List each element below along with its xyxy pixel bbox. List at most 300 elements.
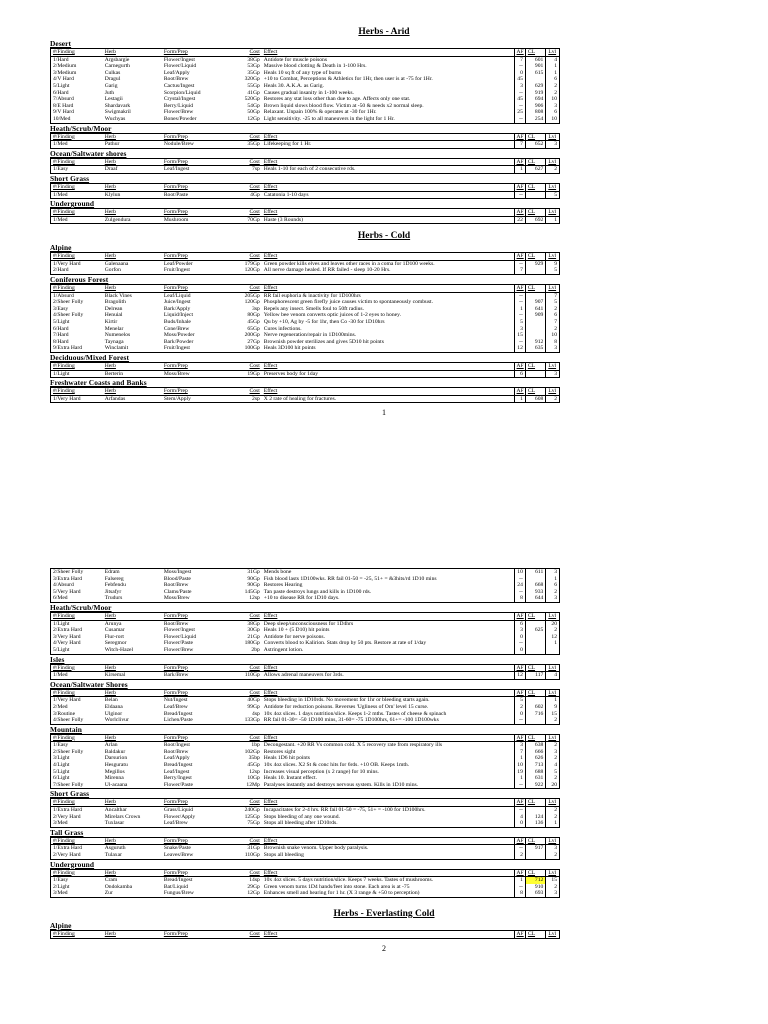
cell-effect: Heals 1-10 for each of 2 consecutive rds. — [262, 166, 514, 174]
header-cost: Cost — [249, 689, 260, 696]
header-lvl: Lvl — [546, 285, 560, 293]
header-form-prep: Form/Prep — [163, 612, 188, 619]
cell-af: 19 — [514, 769, 525, 776]
header-form-prep: Form/Prep — [163, 363, 188, 369]
cell-form-prep: Berry/Ingest — [163, 775, 192, 782]
header-form-prep: Form/Prep — [163, 837, 188, 844]
cell-form-prep: Root/Paste — [162, 191, 234, 199]
header-lvl: Lvl — [546, 363, 560, 371]
header-herb: Herb — [104, 664, 116, 671]
cell-form-prep: Grass/Liquid — [162, 807, 234, 814]
cell-finding: 2/Sheer Folly — [53, 748, 84, 755]
cell-effect: Heals 10 sq ft of any type of burns — [263, 69, 342, 76]
header-finding: #/Finding — [53, 869, 75, 876]
table-row — [51, 762, 560, 769]
cell-cost: 205Gp — [233, 292, 261, 299]
cell-cl: 910 — [525, 884, 545, 891]
herb-table — [50, 798, 560, 827]
cell-form-prep: Fruit/Ingest — [163, 345, 190, 352]
cell-effect: Stops all bleeding after 1D10rds. — [263, 820, 338, 827]
cell-cl: 907 — [525, 299, 545, 306]
cell-af: -- — [514, 299, 525, 306]
cell-effect: Phosphorescent green firefly juice causes victim to spontaneously combust. — [263, 299, 433, 306]
cell-effect: Lifekeeping for 1 Hr. — [262, 141, 514, 149]
cell-effect: RR fail euphoria & inactivity for 1D100hrs — [262, 292, 514, 299]
cell-form-prep: Bread/Ingest — [162, 877, 234, 884]
cell-finding: 1/Easy — [51, 877, 103, 884]
cell-finding: 2/Hard — [53, 267, 69, 274]
table-row — [51, 755, 560, 762]
cell-cl: 136 — [525, 820, 545, 827]
cell-cl: 909 — [525, 312, 545, 319]
header-herb: Herb — [104, 388, 116, 395]
cell-cost: 27Gp — [247, 338, 260, 345]
cell-form-prep: Leaf/Ingest — [162, 166, 234, 174]
table-row — [51, 267, 560, 274]
herb-table — [50, 133, 560, 149]
cell-lvl: 1 — [546, 820, 560, 827]
cell-lvl: 6 — [546, 109, 560, 116]
herb-table — [50, 362, 560, 378]
cell-af: 22 — [514, 216, 525, 224]
header-finding: #/Finding — [53, 689, 75, 696]
header-cl: CL — [525, 689, 545, 697]
cell-lvl: 6 — [546, 582, 560, 589]
cell-af: -- — [514, 116, 525, 123]
table-row — [51, 332, 560, 339]
cell-af: -- — [514, 103, 525, 110]
header-af: AF — [514, 253, 525, 261]
header-form-prep: Form/Prep — [163, 158, 188, 165]
cell-lvl: 5 — [546, 267, 560, 274]
cell-herb: Taynaga — [104, 338, 124, 345]
table-row — [51, 319, 560, 326]
header-effect: Effect — [263, 388, 278, 395]
cell-cl — [525, 634, 545, 641]
header-herb: Herb — [104, 158, 116, 165]
cell-finding: 5/Light — [53, 82, 70, 89]
cell-form-prep: Flower/Liquid — [163, 63, 197, 70]
table-row — [51, 782, 560, 789]
cell-cost: 200Gp — [244, 332, 260, 339]
cell-cl: 693 — [525, 890, 545, 897]
cell-cost: 120Gp — [244, 299, 260, 306]
cell-herb: Bragolith — [104, 299, 126, 306]
header-effect: Effect — [263, 734, 278, 741]
header-herb: Herb — [104, 799, 116, 806]
cell-cl: 124 — [525, 814, 545, 821]
cell-effect: Green powder kills elves and leaves other races in a coma for 1D100 weeks. — [262, 260, 514, 267]
table-row — [51, 339, 560, 346]
cell-finding: 1/Med — [51, 216, 103, 224]
cell-finding: 5/Light — [53, 646, 70, 653]
header-effect: Effect — [263, 799, 278, 806]
header-finding: #/Finding — [53, 734, 75, 741]
cell-cl: 694 — [525, 96, 545, 103]
cell-af: 7 — [514, 56, 525, 63]
cell-form-prep: Bark/Powder — [163, 338, 194, 345]
header-cost: Cost — [249, 869, 260, 876]
header-effect: Effect — [263, 158, 278, 165]
cell-lvl: 10 — [546, 96, 560, 103]
cell-cl: 652 — [525, 141, 545, 149]
header-cl: CL — [525, 209, 545, 217]
table-header-row — [51, 253, 560, 261]
cell-cl — [525, 807, 545, 814]
cell-form-prep: Stem/Apply — [162, 395, 234, 403]
cell-form-prep: Moss/Ingest — [163, 569, 192, 575]
header-cl: CL — [525, 612, 545, 620]
header-cost: Cost — [249, 930, 260, 937]
header-effect: Effect — [263, 837, 278, 844]
cell-finding: 5/Light — [53, 768, 70, 775]
header-effect: Effect — [263, 183, 278, 190]
header-herb: Herb — [104, 183, 116, 190]
cell-af: -- — [514, 576, 525, 583]
cell-cl: 692 — [525, 216, 545, 224]
cell-cost: 10Gp — [247, 775, 260, 782]
table-row — [51, 116, 560, 123]
cell-herb: Gorfon — [104, 267, 121, 274]
cell-lvl: 10 — [546, 332, 560, 339]
header-form-prep: Form/Prep — [163, 930, 188, 937]
table-row — [51, 814, 560, 821]
cell-finding: 4/Light — [53, 762, 70, 769]
header-cost: Cost — [249, 133, 260, 140]
cell-form-prep: Bark/Brew — [162, 672, 234, 680]
cell-cl: 912 — [525, 339, 545, 346]
cell-effect: Cures infections. — [263, 325, 302, 332]
cell-af: -- — [514, 782, 525, 789]
header-herb: Herb — [104, 49, 116, 55]
header-cost: Cost — [249, 837, 260, 844]
header-form-prep: Form/Prep — [163, 799, 188, 806]
cell-cl: 919 — [525, 90, 545, 97]
cell-effect: Enhances smell and hearing for 1 hr. (X 3 range & +50 to perception) — [263, 890, 420, 897]
cell-herb: Darsurion — [104, 755, 128, 762]
header-form-prep: Form/Prep — [163, 734, 188, 741]
cell-form-prep: Juice/Ingest — [163, 299, 191, 306]
header-finding: #/Finding — [53, 363, 75, 369]
cell-finding: 7/Sheer Folly — [53, 781, 84, 788]
cell-effect: RR fail 01-30= -50 1D100 mins, 31-60= -75 1D100hrs, 61+= -100 1D100wks — [263, 717, 439, 724]
page-number: 1 — [382, 408, 386, 418]
cell-lvl: 5 — [546, 191, 560, 199]
cell-form-prep: Flower/Paste — [163, 640, 194, 647]
region-heading: Desert — [50, 39, 72, 48]
cell-lvl: 3 — [546, 141, 560, 149]
cell-lvl — [546, 647, 560, 654]
cell-cost: 19Gp — [233, 370, 261, 378]
cell-finding: 8/Hard — [53, 338, 69, 345]
cell-effect: All nerve damage healed. If RR failed - sleep 10-20 Hrs. — [263, 267, 391, 274]
header-cost: Cost — [249, 612, 260, 619]
header-effect: Effect — [263, 930, 278, 937]
cell-form-prep: Flower/Ingest — [162, 56, 234, 63]
region-heading: Deciduous/Mixed Forest — [50, 353, 130, 362]
header-finding: #/Finding — [53, 209, 75, 216]
cell-lvl: 4 — [546, 672, 560, 680]
header-lvl: Lvl — [546, 133, 560, 141]
cell-effect: Heals 1D6 hit points — [263, 755, 310, 762]
cell-finding: 5/Light — [53, 319, 70, 326]
cell-cl: 713 — [525, 762, 545, 769]
cell-effect: 10x 4oz slices. 5 days nutrition/slice. Keeps 7 weeks. Tastes of mushrooms. — [262, 877, 514, 884]
cell-af: 1 — [514, 755, 525, 762]
cell-herb: Garig — [104, 82, 118, 89]
cell-cost: 65Gp — [247, 325, 260, 332]
cell-form-prep: Bat/Liquid — [163, 883, 189, 890]
cell-herb: Falsereg — [104, 575, 124, 582]
herb-table — [50, 930, 560, 939]
table-row — [51, 83, 560, 90]
cell-cost: 4sp — [252, 710, 260, 717]
cell-cost: 75Gp — [247, 820, 260, 827]
cell-herb: Berterin — [103, 370, 162, 378]
header-af: AF — [514, 837, 525, 845]
cell-effect: Antidote for nerve poisons. — [263, 633, 326, 640]
header-af: AF — [514, 869, 525, 877]
cell-cost: 40Gp — [233, 697, 261, 704]
cell-herb: Eldaana — [104, 703, 123, 710]
cell-effect: Stops all bleeding — [263, 852, 304, 858]
cell-finding: 2/Sheer Folly — [53, 299, 84, 306]
cell-herb: Winclamit — [104, 345, 129, 352]
cell-finding: 1/Easy — [51, 742, 103, 749]
cell-form-prep: Buds/Inhale — [163, 319, 191, 326]
table-header-row — [51, 285, 560, 293]
header-cost: Cost — [249, 253, 260, 260]
table-header-row — [51, 133, 560, 141]
header-effect: Effect — [263, 869, 278, 876]
table-row — [51, 141, 560, 149]
cell-herb: Delrean — [104, 305, 123, 312]
cell-af: 25 — [514, 109, 525, 116]
header-cl: CL — [525, 869, 545, 877]
header-effect: Effect — [263, 253, 278, 260]
cell-cl — [525, 620, 545, 627]
cell-finding: 4/V Hard — [53, 76, 74, 83]
cell-cl: 712 — [525, 877, 545, 884]
cell-lvl: 2 — [546, 742, 560, 749]
header-finding: #/Finding — [53, 799, 75, 806]
cell-effect: Causes gradual insanity in 1-100 weeks. — [263, 89, 354, 96]
header-cl: CL — [525, 183, 545, 191]
cell-form-prep: Leaves/Brew — [163, 852, 194, 858]
table-row — [51, 109, 560, 116]
cell-lvl: 2 — [546, 326, 560, 333]
cell-lvl: 2 — [546, 83, 560, 90]
herb-table — [50, 48, 560, 124]
header-cl: CL — [525, 664, 545, 672]
cell-cl — [525, 697, 545, 704]
header-cl: CL — [525, 133, 545, 141]
table-row — [51, 634, 560, 641]
cell-cost: 110Gp — [244, 852, 260, 858]
cell-effect: Antidote for muscle poisons — [262, 56, 514, 63]
cell-cl: 933 — [525, 589, 545, 596]
cell-effect: Qu by +10, Ag by -5 for 1hr, then Co -30 for 1D10hrs — [263, 319, 385, 326]
cell-effect: X 2 rate of healing for fractures. — [262, 395, 514, 403]
header-finding: #/Finding — [53, 664, 75, 671]
cell-form-prep: Root/Brew — [163, 748, 189, 755]
header-af: AF — [514, 388, 525, 396]
header-cl: CL — [525, 799, 545, 807]
header-lvl: Lvl — [546, 253, 560, 261]
cell-af: 24 — [514, 582, 525, 589]
cell-effect: +10 to disease RR for 1D10 days. — [263, 595, 340, 602]
cell-cl: 716 — [525, 711, 545, 718]
header-af: AF — [514, 930, 525, 938]
cell-lvl: 15 — [546, 877, 560, 884]
section-title: Herbs - Arid — [358, 27, 410, 37]
header-herb: Herb — [104, 837, 116, 844]
cell-af: 6 — [514, 370, 525, 378]
cell-lvl: 5 — [546, 769, 560, 776]
cell-form-prep: Bark/Apply — [163, 305, 191, 312]
header-af: AF — [514, 612, 525, 620]
cell-lvl: 2 — [546, 90, 560, 97]
cell-cost: 50Gp — [247, 109, 260, 116]
table-header-row — [51, 183, 560, 191]
cell-herb: Argsbargie — [103, 56, 162, 63]
cell-af: 4 — [514, 814, 525, 821]
cell-herb: Trudurs — [104, 595, 123, 602]
cell-lvl: 6 — [546, 76, 560, 83]
cell-cl: 901 — [525, 63, 545, 70]
cell-cost: 30Gp — [247, 627, 260, 634]
cell-af: 1 — [514, 395, 525, 403]
cell-herb: Megillos — [104, 768, 125, 775]
cell-af: 3 — [514, 83, 525, 90]
header-lvl: Lvl — [546, 183, 560, 191]
table-row — [51, 852, 560, 859]
cell-af: 5 — [514, 697, 525, 704]
table-row — [51, 96, 560, 103]
header-cost: Cost — [249, 183, 260, 190]
herb-table — [50, 158, 560, 174]
herb-table-continued — [50, 568, 560, 603]
cell-cl: 922 — [525, 782, 545, 789]
header-finding: #/Finding — [53, 388, 75, 395]
cell-effect: 10x 4oz slices. X2 St & conc hits for 6rds. +10 OB. Keeps 1mth. — [263, 762, 410, 769]
cell-lvl: 2 — [546, 884, 560, 891]
header-cl: CL — [525, 837, 545, 845]
cell-lvl: 3 — [546, 845, 560, 852]
section-title: Herbs - Cold — [357, 231, 411, 242]
header-effect: Effect — [263, 363, 278, 369]
herb-table — [50, 387, 560, 403]
header-finding: #/Finding — [53, 133, 75, 140]
header-herb: Herb — [104, 734, 116, 741]
table-row — [51, 90, 560, 97]
table-row — [51, 299, 560, 306]
header-af: AF — [514, 133, 525, 141]
cell-effect: Heals 3D100 hit points — [263, 345, 316, 352]
cell-form-prep: Moss/Brew — [163, 595, 190, 602]
cell-form-prep: Lichen/Paste — [163, 717, 193, 724]
header-cl: CL — [525, 49, 545, 57]
cell-finding: 9/Extra Hard — [53, 345, 83, 352]
header-cost: Cost — [249, 209, 260, 216]
cell-finding: 1/Very Hard — [51, 260, 103, 267]
cell-cl — [525, 76, 545, 83]
cell-herb: Ancalthar — [103, 807, 162, 814]
region-heading: Ocean/Saltwater shores — [50, 148, 127, 158]
cell-form-prep: Flower/Brew — [163, 109, 194, 116]
cell-finding: 3/Light — [53, 755, 70, 762]
header-af: AF — [514, 183, 525, 191]
cell-lvl: 4 — [546, 56, 560, 63]
cell-finding: 2/Light — [53, 883, 70, 890]
cell-finding: 2/Extra Hard — [53, 627, 83, 634]
cell-af: -- — [514, 339, 525, 346]
cell-cost: 45Gp — [247, 762, 260, 769]
cell-cost: 99Gp — [247, 703, 260, 710]
table-row — [51, 166, 560, 174]
region-heading: Mountain — [50, 724, 83, 734]
herb-table — [50, 869, 560, 898]
header-cost: Cost — [249, 799, 260, 806]
region-heading: Underground — [50, 199, 95, 209]
cell-finding: 5/Very Hard — [53, 588, 81, 595]
cell-lvl: 2 — [546, 717, 560, 724]
cell-lvl: 7 — [546, 292, 560, 299]
header-cl: CL — [525, 253, 545, 261]
cell-lvl: 2 — [546, 166, 560, 174]
cell-effect: Restores Hearing — [263, 582, 303, 589]
header-af: AF — [514, 209, 525, 217]
region-heading: Tall Grass — [50, 827, 84, 837]
cell-af: 45 — [514, 96, 525, 103]
cell-form-prep: Leaf/Brew — [163, 703, 188, 710]
cell-finding: 1/Hard — [51, 56, 103, 63]
cell-cost: 7sp — [233, 166, 261, 174]
table-row — [51, 620, 560, 627]
header-cost: Cost — [249, 158, 260, 165]
cell-cl: 601 — [525, 56, 545, 63]
cell-cost: 2sp — [233, 395, 261, 403]
cell-effect: Paralyses instantly and destroys nervous system. Kills in 1D10 mins. — [263, 781, 419, 788]
cell-form-prep: Moss/Brew — [162, 370, 234, 378]
cell-herb: Flur-rort — [104, 633, 124, 640]
cell-form-prep: Berry/Liquid — [163, 102, 194, 109]
table-row — [51, 216, 560, 224]
cell-cost: 53Gp — [247, 63, 260, 70]
cell-lvl: 3 — [546, 345, 560, 352]
cell-effect: Heals 10 + (5 D10) hit points — [263, 627, 330, 634]
table-row — [51, 589, 560, 596]
cell-form-prep: Flower/Apply — [163, 813, 196, 820]
cell-form-prep: Leaf/Apply — [163, 69, 190, 76]
cell-effect: Restores any stat loss other than due to age. Affects only one stat. — [263, 96, 411, 103]
cell-effect: Repels any insect. Smells foul to 50ft radius. — [263, 305, 365, 312]
cell-lvl: 2 — [546, 589, 560, 596]
cell-finding: 10/Med — [53, 115, 71, 122]
herb-table — [50, 183, 560, 199]
cell-cost: 133Gp — [244, 717, 260, 724]
table-row — [51, 312, 560, 319]
cell-effect: Heals 10. Instant effect. — [263, 775, 317, 782]
cell-af: -- — [514, 845, 525, 852]
header-lvl: Lvl — [546, 158, 560, 166]
cell-effect: Haste (3 Rounds) — [262, 216, 514, 224]
cell-form-prep: Scorpion/Liquid — [163, 89, 201, 96]
header-form-prep: Form/Prep — [163, 133, 188, 140]
cell-herb: Arlan — [103, 742, 162, 749]
header-effect: Effect — [263, 133, 278, 140]
cell-herb: Mirenna — [104, 775, 124, 782]
